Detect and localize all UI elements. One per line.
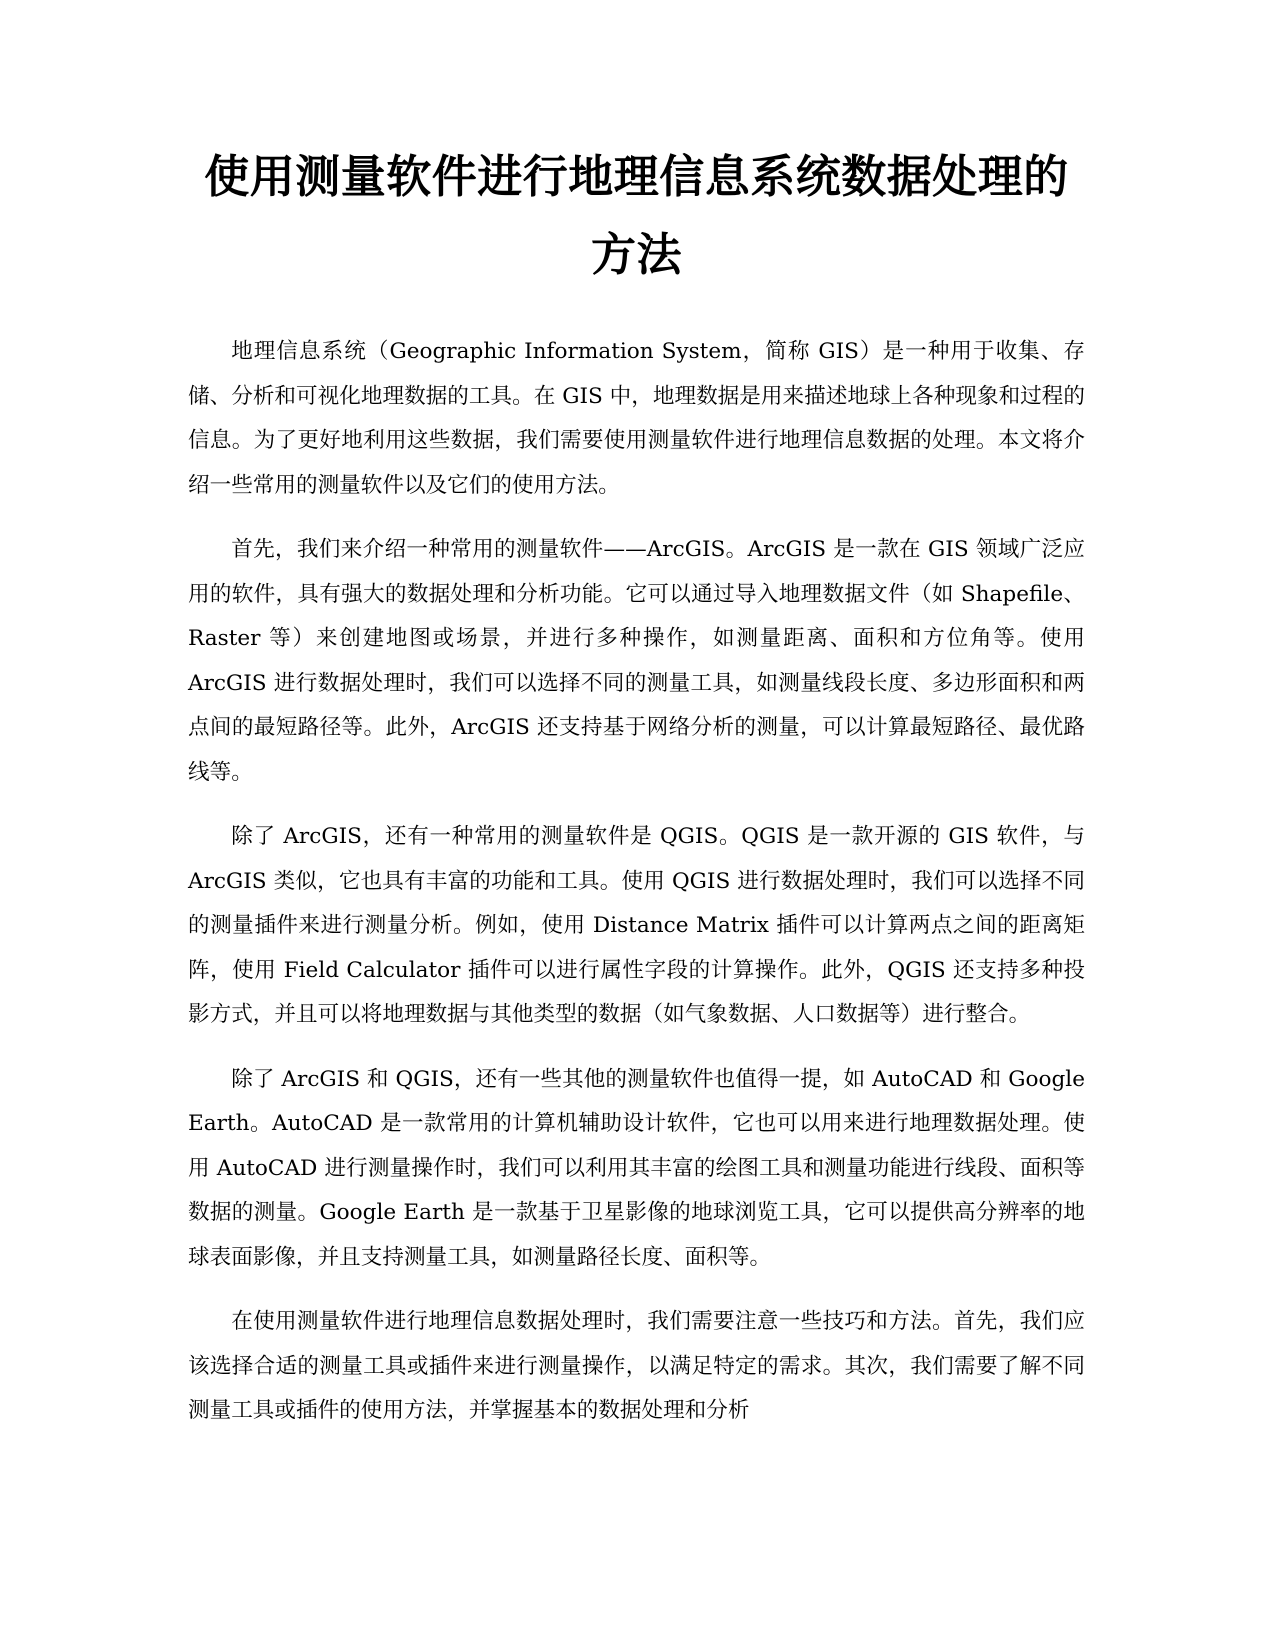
paragraph-tips: 在使用测量软件进行地理信息数据处理时，我们需要注意一些技巧和方法。首先，我们应该选择合适的测量工具或插件来进行测量操作，以满足特定的需求。其次，我们需要了解不同测量工具或插件的使用方法，并掌握基本的数据处理和分析	[188, 1309, 1085, 1423]
paragraph-other-software: 除了 ArcGIS 和 QGIS，还有一些其他的测量软件也值得一提，如 AutoCAD 和 Google Earth。AutoCAD 是一款常用的计算机辅助设计软件，它也可以用来进行地理数据处理。使用 AutoCAD 进行测量操作时，我们可以利用其丰富的绘图工具和测量功能进行线段、面积等数据的测量。Google Earth 是一款基于卫星影像的地球浏览工具，它可以提供高分辨率的地球表面影像，并且支持测量工具，如测量路径长度、面积等。	[188, 1066, 1085, 1270]
paragraph-qgis: 除了 ArcGIS，还有一种常用的测量软件是 QGIS。QGIS 是一款开源的 GIS 软件，与 ArcGIS 类似，它也具有丰富的功能和工具。使用 QGIS 进行数据处理时，我们可以选择不同的测量插件来进行测量分析。例如，使用 Distance Matrix 插件可以计算两点之间的距离矩阵，使用 Field Calculator 插件可以进行属性字段的计算操作。此外，QGIS 还支持多种投影方式，并且可以将地理数据与其他类型的数据（如气象数据、人口数据等）进行整合。	[188, 824, 1085, 1027]
document-title: 使用测量软件进行地理信息系统数据处理的方法	[204, 150, 1069, 281]
paragraph-intro: 地理信息系统（Geographic Information System，简称 GIS）是一种用于收集、存储、分析和可视化地理数据的工具。在 GIS 中，地理数据是用来描述地球上各种现象和过程的信息。为了更好地利用这些数据，我们需要使用测量软件进行地理信息数据的处理。本文将介绍一些常用的测量软件以及它们的使用方法。	[188, 339, 1085, 498]
paragraph-arcgis: 首先，我们来介绍一种常用的测量软件——ArcGIS。ArcGIS 是一款在 GIS 领域广泛应用的软件，具有强大的数据处理和分析功能。它可以通过导入地理数据文件（如 Shapefile、Raster 等）来创建地图或场景，并进行多种操作，如测量距离、面积和方位角等。使用 ArcGIS 进行数据处理时，我们可以选择不同的测量工具，如测量线段长度、多边形面积和两点间的最短路径等。此外，ArcGIS 还支持基于网络分析的测量，可以计算最短路径、最优路线等。	[188, 537, 1085, 785]
